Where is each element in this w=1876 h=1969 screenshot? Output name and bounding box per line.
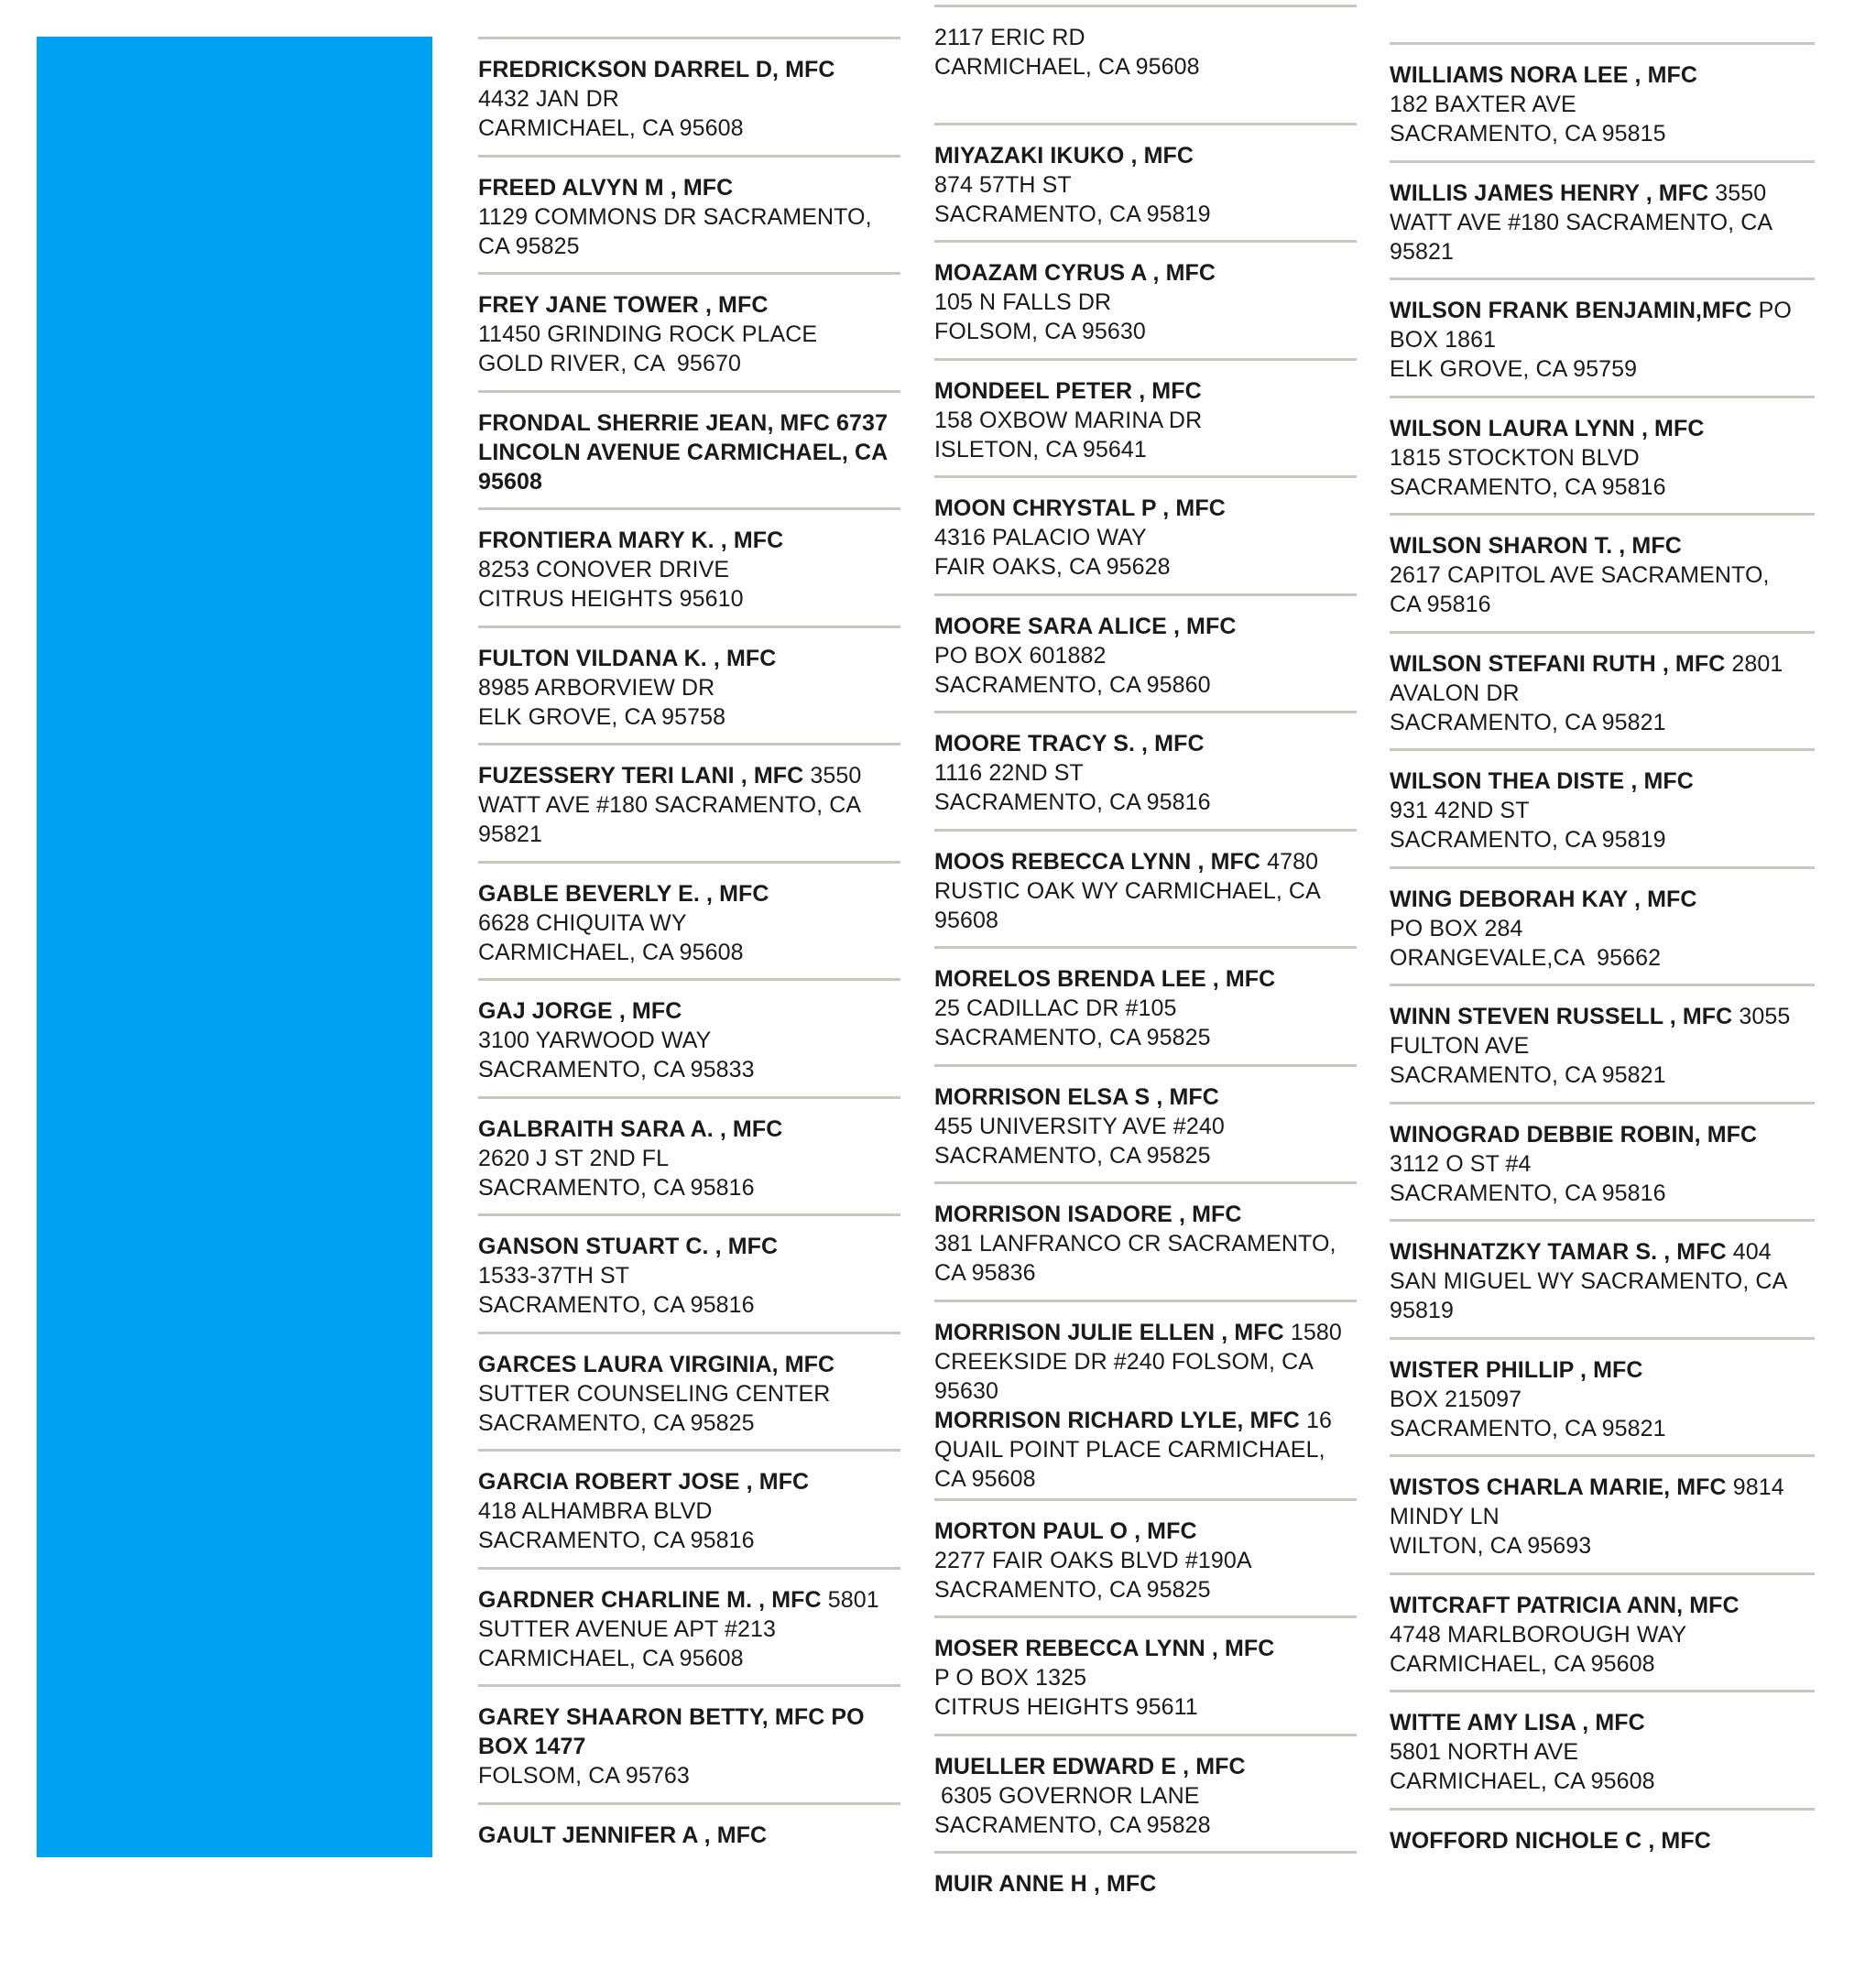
entry-address: 2620 J ST 2ND FL SACRAMENTO, CA 95816 [478, 1145, 755, 1201]
entry-address: 1580 CREEKSIDE DR #240 FOLSOM, CA 95630 [934, 1319, 1342, 1404]
directory-entry [1390, 42, 1815, 160]
entry-text [1390, 1708, 1815, 1796]
entry-address: 3112 O ST #4 SACRAMENTO, CA 95816 [1390, 1150, 1666, 1206]
directory-entry [1390, 513, 1815, 631]
entry-text [478, 1232, 900, 1320]
entry-name: WINOGRAD DEBBIE ROBIN, MFC [1390, 1121, 1758, 1148]
entry-address: 6305 GOVERNOR LANE SACRAMENTO, CA 95828 [934, 1782, 1211, 1838]
directory-entry [934, 5, 1357, 123]
entry-text [478, 996, 900, 1084]
entry-name: MORELOS BRENDA LEE , MFC [934, 966, 1276, 992]
directory-entry [1390, 1102, 1815, 1220]
entry-address: 1815 STOCKTON BLVD SACRAMENTO, CA 95816 [1390, 444, 1666, 500]
entry-name: WILLIS JAMES HENRY , MFC [1390, 179, 1709, 206]
entry-address: 4316 PALACIO WAY FAIR OAKS, CA 95628 [934, 525, 1171, 580]
entry-text [478, 408, 900, 496]
entry-address: 404 SAN MIGUEL WY SACRAMENTO, CA 95819 [1390, 1239, 1788, 1323]
directory-entry [1390, 277, 1815, 396]
entry-address: 2117 ERIC RD CARMICHAEL, CA 95608 [934, 25, 1200, 80]
entry-name: GAJ JORGE , MFC [478, 998, 682, 1024]
entry-text [934, 494, 1357, 582]
entry-text [934, 1634, 1357, 1722]
entry-name: WILSON LAURA LYNN , MFC [1390, 415, 1705, 441]
directory-entry [934, 946, 1357, 1064]
directory-entry [934, 829, 1357, 947]
directory-entry [478, 507, 900, 626]
entry-name: MONDEEL PETER , MFC [934, 377, 1202, 404]
entry-text [1390, 1002, 1815, 1090]
entry-text [934, 1752, 1357, 1840]
entry-text [478, 526, 900, 614]
entry-text [478, 1115, 900, 1202]
entry-address: 3055 FULTON AVE SACRAMENTO, CA 95821 [1390, 1004, 1791, 1088]
directory-entry [934, 1851, 1357, 1969]
directory-entry [478, 1213, 900, 1332]
entry-address: 418 ALHAMBRA BLVD SACRAMENTO, CA 95816 [478, 1498, 755, 1553]
entry-address: 4748 MARLBOROUGH WAY CARMICHAEL, CA 95608 [1390, 1621, 1687, 1677]
entry-text [934, 1200, 1357, 1288]
entry-name: GALBRAITH SARA A. , MFC [478, 1115, 783, 1142]
entry-name: MORRISON RICHARD LYLE, MFC [934, 1407, 1300, 1433]
entry-name: MOSER REBECCA LYNN , MFC [934, 1636, 1275, 1661]
entry-address: 6628 CHIQUITA WY CARMICHAEL, CA 95608 [478, 909, 744, 965]
entry-text [934, 1082, 1357, 1170]
directory-column-1 [478, 37, 900, 1920]
entry-name: WOFFORD NICHOLE C , MFC [1390, 1827, 1711, 1854]
entry-text [478, 644, 900, 732]
entry-name: WILSON SHARON T. , MFC [1390, 533, 1682, 559]
entry-address: BOX 215097 SACRAMENTO, CA 95821 [1390, 1386, 1666, 1441]
directory-entry [1390, 1690, 1815, 1808]
entry-text [478, 55, 900, 143]
entry-address: 455 UNIVERSITY AVE #240 SACRAMENTO, CA 95825 [934, 1113, 1225, 1169]
directory-entry [1390, 1219, 1815, 1337]
entry-text [478, 879, 900, 967]
directory-entry [934, 1615, 1357, 1734]
entry-text [1390, 1591, 1815, 1679]
directory-entry [934, 358, 1357, 476]
directory-entry [1390, 1808, 1815, 1926]
directory-entry [1390, 160, 1815, 278]
entry-name: FULTON VILDANA K. , MFC [478, 645, 777, 671]
entry-name: WISHNATZKY TAMAR S. , MFC [1390, 1239, 1727, 1265]
entry-name: GARCES LAURA VIRGINIA, MFC [478, 1351, 835, 1377]
directory-entry [1390, 984, 1815, 1102]
directory-entry [478, 1449, 900, 1567]
entry-address: 9814 MINDY LN WILTON, CA 95693 [1390, 1474, 1784, 1559]
entry-text [1390, 767, 1815, 854]
entry-address: PO BOX 284 ORANGEVALE,CA 95662 [1390, 915, 1662, 971]
entry-address: 381 LANFRANCO CR SACRAMENTO, CA 95836 [934, 1231, 1336, 1286]
directory-column-3 [1390, 37, 1815, 1925]
entry-text [934, 1318, 1357, 1494]
entry-text [1390, 179, 1815, 267]
directory-entry [1390, 1454, 1815, 1572]
entry-address: 2801 AVALON DR SACRAMENTO, CA 95821 [1390, 650, 1783, 735]
entry-address: 8985 ARBORVIEW DR ELK GROVE, CA 95758 [478, 674, 726, 730]
entry-text [1390, 1355, 1815, 1443]
entry-address: 3550 WATT AVE #180 SACRAMENTO, CA 95821 [478, 763, 862, 847]
directory-entry [934, 1300, 1357, 1498]
entry-name: WISTOS CHARLA MARIE, MFC [1390, 1474, 1727, 1500]
entry-address: 5801 SUTTER AVENUE APT #213 CARMICHAEL, CA 95608 [478, 1586, 879, 1671]
entry-text [1390, 1237, 1815, 1325]
entry-text [934, 376, 1357, 464]
directory-entry [934, 240, 1357, 358]
directory-entry [478, 626, 900, 744]
entry-name: FRONDAL SHERRIE JEAN, MFC 6737 LINCOLN AVENUE CARMICHAEL, CA 95608 [478, 409, 889, 495]
entry-address: 11450 GRINDING ROCK PLACE GOLD RIVER, CA 95670 [478, 321, 818, 376]
entry-name: MOAZAM CYRUS A , MFC [934, 260, 1216, 286]
entry-text [478, 290, 900, 378]
entry-text [478, 761, 900, 849]
directory-entry [934, 1734, 1357, 1852]
directory-entry [478, 390, 900, 508]
directory-entry [478, 1096, 900, 1214]
entry-text [478, 173, 900, 261]
directory-entry [934, 123, 1357, 241]
directory-entry [478, 1567, 900, 1685]
entry-text [1390, 60, 1815, 148]
entry-name: WING DEBORAH KAY , MFC [1390, 886, 1697, 912]
entry-text [1390, 296, 1815, 384]
entry-name: FREY JANE TOWER , MFC [478, 292, 769, 318]
entry-address: 25 CADILLAC DR #105 SACRAMENTO, CA 95825 [934, 995, 1211, 1050]
entry-address: 2277 FAIR OAKS BLVD #190A SACRAMENTO, CA 95825 [934, 1547, 1252, 1603]
entry-address: 1533-37TH ST SACRAMENTO, CA 95816 [478, 1263, 755, 1318]
entry-text [934, 258, 1357, 346]
entry-text [478, 1585, 900, 1673]
entry-name: GANSON STUART C. , MFC [478, 1234, 779, 1259]
entry-name: MORTON PAUL O , MFC [934, 1518, 1197, 1544]
directory-entry [1390, 866, 1815, 984]
entry-address: PO BOX 601882 SACRAMENTO, CA 95860 [934, 642, 1211, 698]
entry-text [478, 1821, 900, 1850]
entry-address: 8253 CONOVER DRIVE CITRUS HEIGHTS 95610 [478, 557, 744, 612]
directory-column-2 [934, 25, 1357, 1969]
entry-name: GAREY SHAARON BETTY, MFC PO BOX 1477 [478, 1704, 865, 1759]
entry-text [1390, 1120, 1815, 1208]
entry-address: 16 QUAIL POINT PLACE CARMICHAEL, CA 95608 [934, 1407, 1332, 1492]
directory-entry [934, 1181, 1357, 1300]
entry-text [478, 1702, 900, 1790]
entry-address: 1129 COMMONS DR SACRAMENTO, CA 95825 [478, 203, 872, 259]
directory-entry [1390, 748, 1815, 866]
entry-name: MOOS REBECCA LYNN , MFC [934, 848, 1261, 875]
entry-text [1390, 1473, 1815, 1561]
directory-entry [478, 272, 900, 390]
entry-text [934, 1517, 1357, 1605]
entry-name: MUELLER EDWARD E , MFC [934, 1753, 1246, 1779]
entry-name: GARCIA ROBERT JOSE , MFC [478, 1469, 810, 1495]
entry-name: WILLIAMS NORA LEE , MFC [1390, 62, 1698, 88]
directory-entry [1390, 631, 1815, 749]
directory-entry [478, 1332, 900, 1450]
entry-text [934, 729, 1357, 817]
entry-name: GABLE BEVERLY E. , MFC [478, 880, 769, 907]
entry-name: FUZESSERY TERI LANI , MFC [478, 763, 804, 789]
entry-text [478, 1350, 900, 1438]
entry-name: WINN STEVEN RUSSELL , MFC [1390, 1004, 1733, 1029]
entry-address: PO BOX 1861 ELK GROVE, CA 95759 [1390, 298, 1792, 382]
entry-address: FOLSOM, CA 95763 [478, 1763, 690, 1789]
directory-entry [478, 155, 900, 273]
blue-side-panel [37, 37, 432, 1857]
directory-listing [458, 25, 1850, 1897]
directory-entry [934, 711, 1357, 829]
entry-text [934, 612, 1357, 700]
entry-address: 2617 CAPITOL AVE SACRAMENTO, CA 95816 [1390, 562, 1770, 617]
entry-address: 874 57TH ST SACRAMENTO, CA 95819 [934, 171, 1211, 227]
entry-address: 158 OXBOW MARINA DR ISLETON, CA 95641 [934, 407, 1203, 462]
entry-address: P O BOX 1325 CITRUS HEIGHTS 95611 [934, 1665, 1198, 1720]
entry-address: 4432 JAN DR CARMICHAEL, CA 95608 [478, 86, 744, 141]
entry-name: GARDNER CHARLINE M. , MFC [478, 1586, 822, 1613]
entry-name: WISTER PHILLIP , MFC [1390, 1356, 1643, 1383]
entry-address: 4780 RUSTIC OAK WY CARMICHAEL, CA 95608 [934, 848, 1321, 933]
entry-name: MORRISON JULIE ELLEN , MFC [934, 1319, 1284, 1345]
directory-entry [478, 743, 900, 861]
entry-name: GAULT JENNIFER A , MFC [478, 1822, 768, 1848]
entry-address: 105 N FALLS DR FOLSOM, CA 95630 [934, 289, 1146, 344]
entry-name: FREDRICKSON DARREL D, MFC [478, 57, 835, 82]
entry-name: MORRISON ISADORE , MFC [934, 1202, 1242, 1227]
entry-address: 3550 WATT AVE #180 SACRAMENTO, CA 95821 [1390, 179, 1773, 265]
entry-name: MOON CHRYSTAL P , MFC [934, 495, 1226, 521]
entry-name: WILSON THEA DISTE , MFC [1390, 768, 1694, 794]
entry-address: 1116 22ND ST SACRAMENTO, CA 95816 [934, 760, 1211, 815]
entry-text [934, 847, 1357, 935]
entry-address: SUTTER COUNSELING CENTER SACRAMENTO, CA 95825 [478, 1380, 831, 1436]
entry-name: WILSON FRANK BENJAMIN,MFC [1390, 298, 1752, 323]
directory-entry [478, 1802, 900, 1920]
entry-address: 931 42ND ST SACRAMENTO, CA 95819 [1390, 798, 1666, 853]
directory-entry [478, 1684, 900, 1802]
entry-name: FRONTIERA MARY K. , MFC [478, 528, 784, 553]
entry-address: 182 BAXTER AVE SACRAMENTO, CA 95815 [1390, 92, 1666, 147]
entry-name: MOORE SARA ALICE , MFC [934, 613, 1237, 639]
entry-name: WITTE AMY LISA , MFC [1390, 1710, 1645, 1735]
entry-name: WITCRAFT PATRICIA ANN, MFC [1390, 1592, 1740, 1618]
directory-entry [478, 978, 900, 1096]
directory-entry [934, 593, 1357, 712]
entry-text [1390, 1826, 1815, 1855]
directory-entry [934, 1064, 1357, 1182]
directory-entry [1390, 1572, 1815, 1691]
entry-text [1390, 414, 1815, 502]
entry-address: 3100 YARWOOD WAY SACRAMENTO, CA 95833 [478, 1028, 755, 1082]
entry-name: MIYAZAKI IKUKO , MFC [934, 142, 1194, 169]
entry-text [934, 141, 1357, 229]
entry-name: WILSON STEFANI RUTH , MFC [1390, 650, 1726, 677]
entry-address: 5801 NORTH AVE CARMICHAEL, CA 95608 [1390, 1739, 1655, 1794]
directory-entry [934, 475, 1357, 593]
directory-entry [934, 1498, 1357, 1616]
entry-name: MORRISON ELSA S , MFC [934, 1083, 1219, 1110]
entry-text [1390, 649, 1815, 737]
entry-text [1390, 531, 1815, 619]
entry-text [1390, 885, 1815, 973]
directory-entry [1390, 396, 1815, 514]
entry-name: MOORE TRACY S. , MFC [934, 731, 1205, 756]
directory-entry [1390, 1337, 1815, 1455]
entry-text [934, 1869, 1357, 1898]
entry-text [934, 964, 1357, 1052]
entry-text [934, 23, 1357, 82]
directory-entry [478, 861, 900, 979]
directory-entry [478, 37, 900, 155]
entry-name: FREED ALVYN M , MFC [478, 174, 734, 201]
entry-name: MUIR ANNE H , MFC [934, 1871, 1157, 1897]
entry-text [478, 1467, 900, 1555]
